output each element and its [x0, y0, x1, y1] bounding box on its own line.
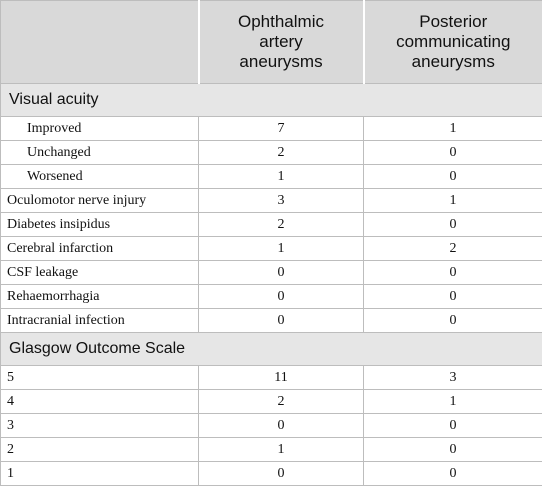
table-row [1, 366, 542, 390]
table-row [1, 117, 542, 141]
row-label: Intracranial infection [1, 309, 199, 333]
ophthalmic-value: 1 [199, 438, 364, 462]
ophthalmic-value: 0 [199, 414, 364, 438]
ophthalmic-value: 0 [199, 309, 364, 333]
table-row [1, 261, 542, 285]
table-row [1, 390, 542, 414]
row-label: 5 [1, 366, 199, 390]
row-label: Rehaemorrhagia [1, 285, 199, 309]
row-label: CSF leakage [1, 261, 199, 285]
posterior-value: 0 [364, 261, 542, 285]
table-row [1, 285, 542, 309]
row-label: Cerebral infarction [1, 237, 199, 261]
ophthalmic-value: 2 [199, 213, 364, 237]
table-row [1, 438, 542, 462]
ophthalmic-value: 0 [199, 261, 364, 285]
posterior-value: 0 [364, 141, 542, 165]
table-row [1, 141, 542, 165]
section-visual-acuity: Visual acuity [1, 84, 542, 117]
posterior-value: 1 [364, 117, 542, 141]
row-label: Improved [1, 117, 199, 141]
ophthalmic-value: 2 [199, 141, 364, 165]
posterior-value: 1 [364, 189, 542, 213]
posterior-value: 0 [364, 414, 542, 438]
header-ophthalmic [199, 1, 364, 84]
row-label: Oculomotor nerve injury [1, 189, 199, 213]
header-ophthalmic-text: Ophthalmic artery aneurysms [238, 12, 324, 71]
ophthalmic-value: 11 [199, 366, 364, 390]
section-glasgow-outcome-scale: Glasgow Outcome Scale [1, 333, 542, 366]
row-label: Worsened [1, 165, 199, 189]
row-label: 1 [1, 462, 199, 486]
posterior-value: 3 [364, 366, 542, 390]
posterior-value: 0 [364, 462, 542, 486]
ophthalmic-value: 1 [199, 165, 364, 189]
ophthalmic-value: 7 [199, 117, 364, 141]
row-label: Diabetes insipidus [1, 213, 199, 237]
ophthalmic-value: 3 [199, 189, 364, 213]
table-row [1, 237, 542, 261]
header-empty-cell [1, 1, 199, 84]
posterior-value: 0 [364, 285, 542, 309]
row-label: 2 [1, 438, 199, 462]
row-label: Unchanged [1, 141, 199, 165]
table-row [1, 189, 542, 213]
ophthalmic-value: 0 [199, 462, 364, 486]
ophthalmic-value: 0 [199, 285, 364, 309]
section-row [1, 333, 542, 366]
posterior-value: 2 [364, 237, 542, 261]
table-row [1, 309, 542, 333]
header-posterior [364, 1, 542, 84]
section-row [1, 84, 542, 117]
ophthalmic-value: 2 [199, 390, 364, 414]
posterior-value: 0 [364, 438, 542, 462]
table-row [1, 462, 542, 486]
posterior-value: 0 [364, 309, 542, 333]
posterior-value: 0 [364, 165, 542, 189]
header-row [1, 1, 542, 84]
posterior-value: 0 [364, 213, 542, 237]
header-posterior-text: Posterior communicating aneurysms [396, 12, 511, 71]
table-row [1, 165, 542, 189]
posterior-value: 1 [364, 390, 542, 414]
table-row [1, 414, 542, 438]
row-label: 4 [1, 390, 199, 414]
table-row [1, 213, 542, 237]
ophthalmic-value: 1 [199, 237, 364, 261]
row-label: 3 [1, 414, 199, 438]
